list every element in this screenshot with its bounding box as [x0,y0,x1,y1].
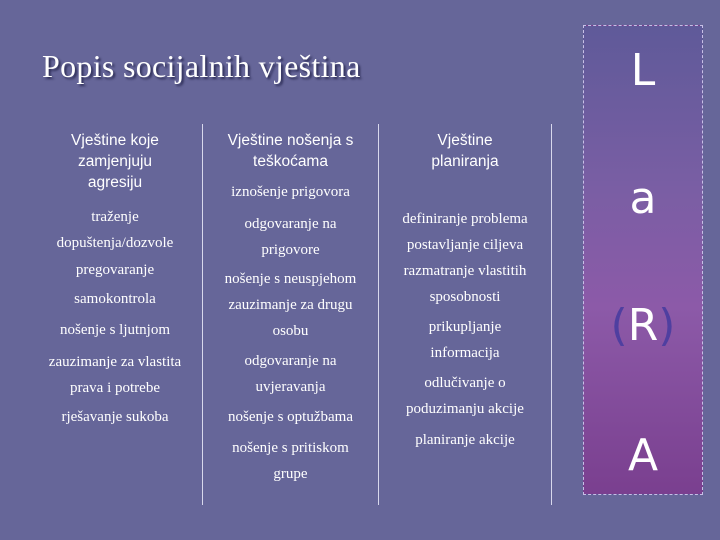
list-item: odgovaranje na prigovore [244,216,337,258]
column-aggression-replacement [28,124,202,505]
list-item: postavljanje ciljeva [406,237,524,253]
list-item: odlučivanje o poduzimanju akcije [406,375,524,417]
list-item: pregovaranje [75,262,155,278]
skills-table [28,124,552,505]
side-letter-r-main: R [627,300,659,351]
header-line: planiranja [431,153,499,170]
header-line: Vještine koje [71,132,159,149]
list-item: nošenje s ljutnjom [60,322,170,338]
list-item: samokontrola [74,291,156,307]
header-line: teškoćama [253,153,328,170]
list-item: rješavanje sukoba [61,409,169,425]
column-header [203,130,378,172]
list-item: nošenje s optužbama [228,409,353,425]
close-paren: ) [658,300,676,351]
list-item: definiranje problema [402,211,528,227]
list-item: planiranje akcije [415,432,515,448]
side-letter-a: a [629,173,657,224]
header-line: agresiju [87,174,143,191]
list-item: prikupljanje informacija [428,319,502,361]
side-letter-l: L [630,45,656,96]
page-title: Popis socijalnih vještina [42,48,361,84]
list-item: nošenje s neuspjehom [224,271,357,287]
header-line: zamjenjuju [77,153,153,170]
header-line: Vještine nošenja s [227,132,354,149]
list-item: nošenje s pritiskom grupe [232,440,349,482]
list-item: traženje dopuštenja/dozvole [56,209,174,251]
list-item: razmatranje vlastitih sposobnosti [403,263,527,305]
side-letter-r [584,301,702,351]
list-item: iznošenje prigovora [231,184,350,200]
column-coping-with-difficulties [203,124,378,505]
open-paren: ( [610,300,628,351]
side-banner [583,25,703,495]
list-item: odgovaranje na uvjeravanja [244,353,337,395]
list-item: zauzimanje za vlastita prava i potrebe [48,354,182,396]
column-header [28,130,202,193]
list-item: zauzimanje za drugu osobu [228,297,353,339]
side-letter-A: A [627,430,659,481]
header-line: Vještine [437,132,493,149]
column-divider [551,124,552,505]
column-planning [379,124,551,505]
column-header [379,130,551,172]
